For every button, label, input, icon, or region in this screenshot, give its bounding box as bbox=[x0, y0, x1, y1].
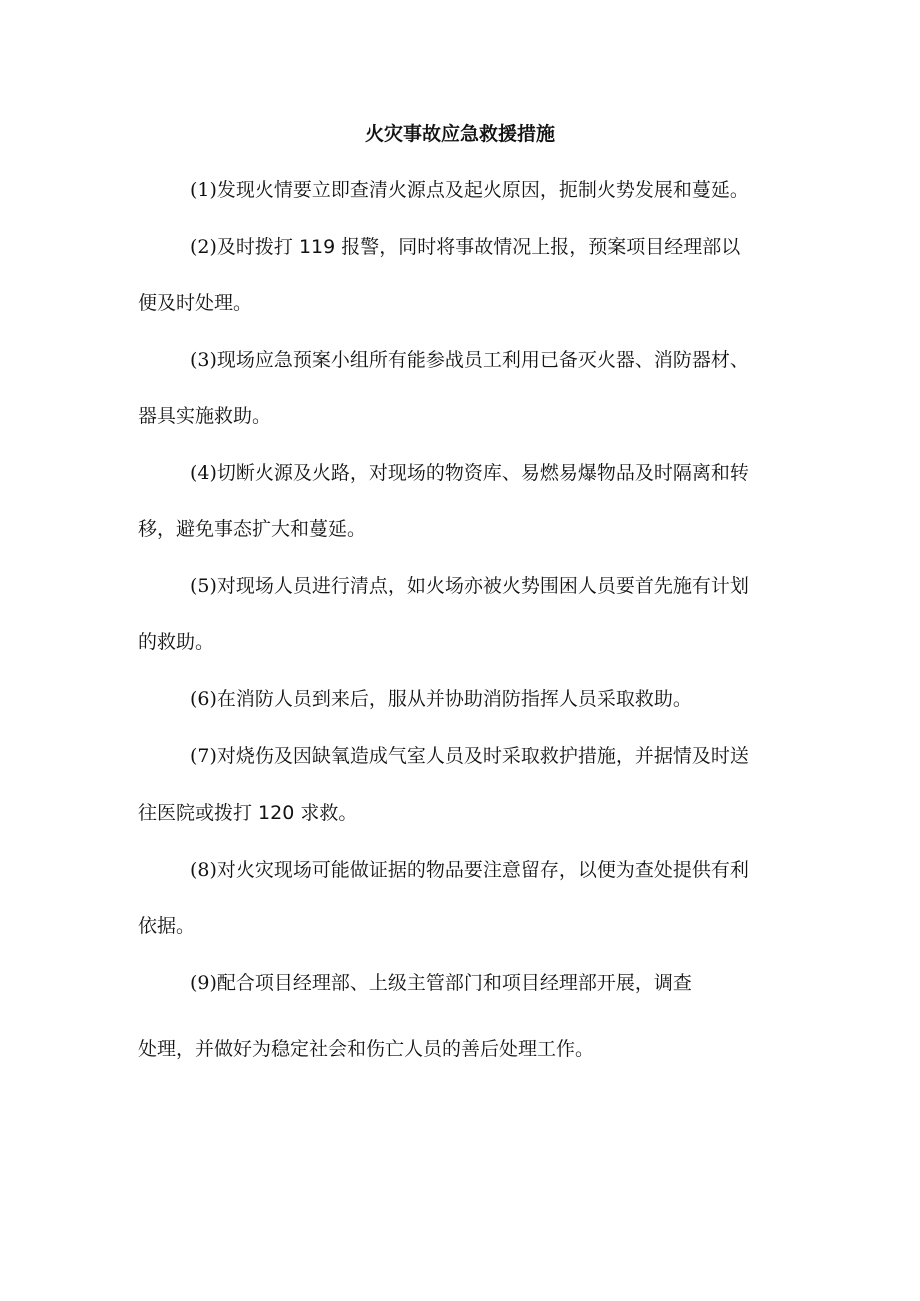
list-item bbox=[190, 571, 749, 601]
item-number: (3) bbox=[190, 349, 217, 371]
item-text-line1: 对现场人员进行清点，如火场亦被火势围困人员要首先施有计划 bbox=[216, 575, 749, 597]
list-item bbox=[190, 175, 749, 205]
list-item bbox=[190, 684, 692, 714]
item-number: (4) bbox=[190, 462, 217, 484]
item-text-line1: 及时拨打 119 报警，同时将事故情况上报，预案项目经理部以 bbox=[216, 236, 741, 258]
item-text-line2: 处理，并做好为稳定社会和伤亡人员的善后处理工作。 bbox=[138, 1038, 595, 1060]
item-number: (5) bbox=[190, 575, 217, 597]
item-text-line2: 的救助。 bbox=[138, 631, 215, 653]
item-text-line1: 对烧伤及因缺氧造成气室人员及时采取救护措施，并据情及时送 bbox=[216, 745, 749, 767]
item-text-line1: 发现火情要立即查清火源点及起火原因，扼制火势发展和蔓延。 bbox=[216, 179, 749, 201]
item-text-line2: 往医院或拨打 120 求救。 bbox=[138, 802, 358, 824]
item-text-line2: 器具实施救助。 bbox=[138, 405, 272, 427]
item-text-line2: 依据。 bbox=[138, 915, 196, 937]
list-item bbox=[190, 968, 692, 998]
list-item bbox=[190, 741, 749, 771]
item-number: (9) bbox=[190, 972, 217, 994]
list-item bbox=[190, 345, 749, 375]
item-number: (2) bbox=[190, 236, 217, 258]
item-text-line1: 现场应急预案小组所有能参战员工利用已备灭火器、消防器材、 bbox=[216, 349, 749, 371]
item-number: (6) bbox=[190, 688, 217, 710]
item-number: (7) bbox=[190, 745, 217, 767]
item-text-line2: 便及时处理。 bbox=[138, 292, 253, 314]
list-item bbox=[190, 458, 749, 488]
item-text-line1: 对火灾现场可能做证据的物品要注意留存，以便为查处提供有利 bbox=[216, 859, 749, 881]
item-number: (8) bbox=[190, 859, 217, 881]
item-text-line2: 移，避免事态扩大和蔓延。 bbox=[138, 518, 367, 540]
item-text-line1: 配合项目经理部、上级主管部门和项目经理部开展，调查 bbox=[216, 972, 692, 994]
item-text-line1: 切断火源及火路，对现场的物资库、易燃易爆物品及时隔离和转 bbox=[216, 462, 749, 484]
list-item bbox=[190, 232, 740, 262]
item-number: (1) bbox=[190, 179, 217, 201]
document-title: 火灾事故应急救援措施 bbox=[364, 123, 555, 145]
item-text-line1: 在消防人员到来后，服从并协助消防指挥人员采取救助。 bbox=[216, 688, 692, 710]
list-item bbox=[190, 855, 749, 885]
